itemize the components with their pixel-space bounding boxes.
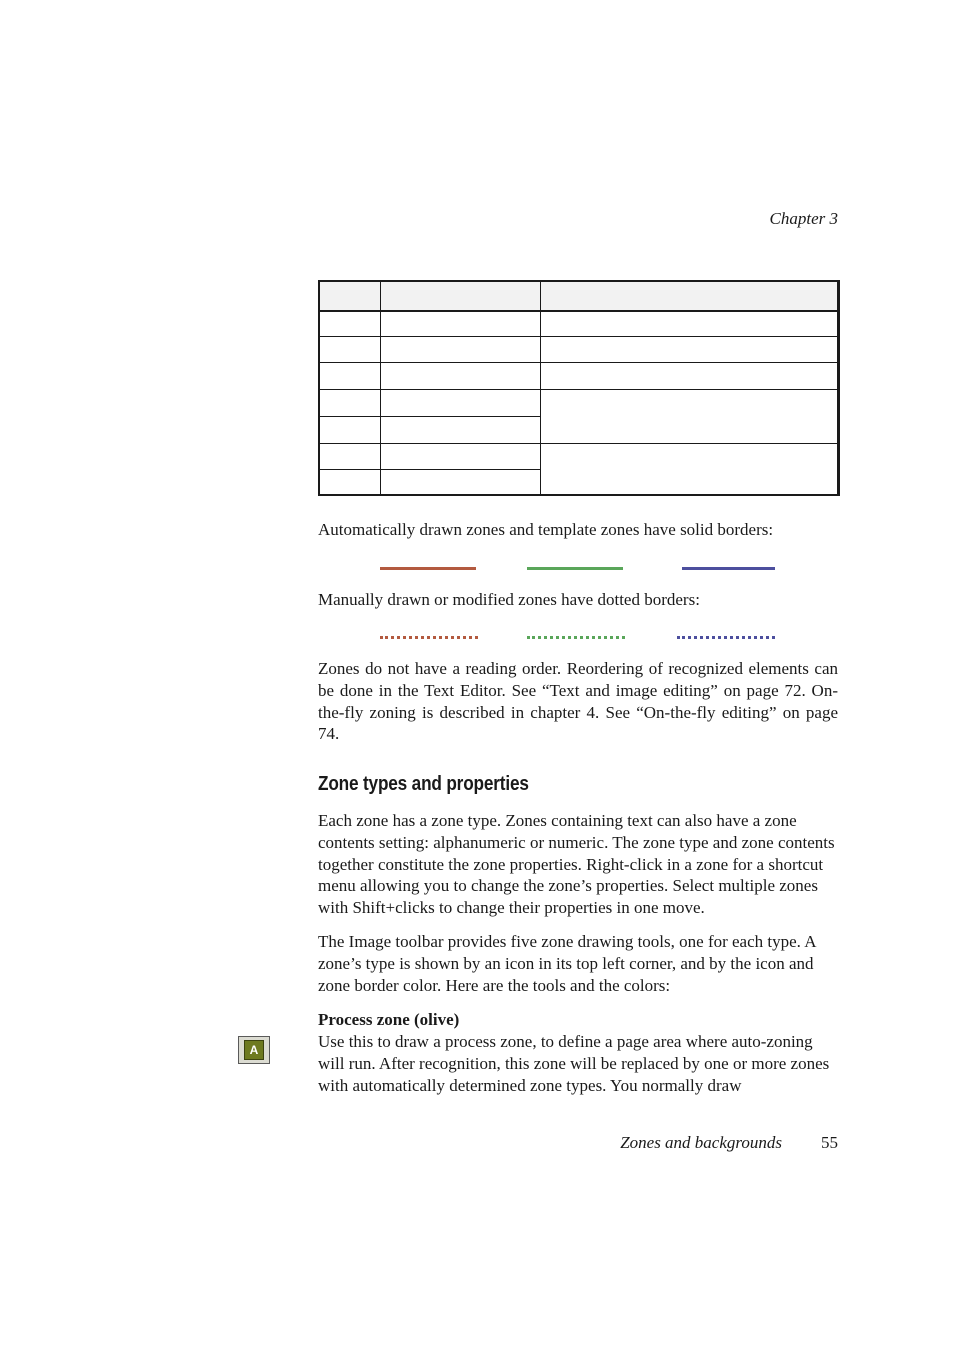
dotted-border-sample-red xyxy=(380,636,478,639)
solid-border-sample-red xyxy=(380,567,476,570)
table-row xyxy=(319,363,840,390)
letter-a-icon: A xyxy=(244,1040,264,1060)
process-zone-title: Process zone (olive) xyxy=(318,1010,460,1029)
zone-color-table xyxy=(318,280,840,496)
footer-chapter-title: Zones and backgrounds xyxy=(620,1133,782,1152)
reading-order-paragraph: Zones do not have a reading order. Reordering of recognized elements can be done in the Text Editor. See “Text and image editing” on page 72. On-the-fly zoning is described in chapter 4. See “On-the-fly editing” on page 74. xyxy=(318,659,838,744)
table-row xyxy=(319,337,840,363)
toolbar-paragraph: The Image toolbar provides five zone drawing tools, one for each type. A zone’s type is shown by an icon in its top left corner, and by the icon and zone border color. Here are the tools and the colors: xyxy=(318,932,816,995)
process-zone-description: Use this to draw a process zone, to define a page area where auto-zoning will run. After recognition, this zone will be replaced by one or more zones with automatically determined zone types. You normally draw xyxy=(318,1032,830,1095)
table-row xyxy=(319,311,840,337)
dotted-border-sample-blue xyxy=(677,636,775,639)
dotted-border-sample-green xyxy=(527,636,625,639)
table-row xyxy=(319,443,840,469)
dotted-borders-paragraph: Manually drawn or modified zones have dotted borders: xyxy=(318,590,700,609)
solid-border-sample-green xyxy=(527,567,623,570)
solid-border-sample-blue xyxy=(682,567,775,570)
chapter-label: Chapter 3 xyxy=(769,209,838,228)
solid-borders-paragraph: Automatically drawn zones and template zones have solid borders: xyxy=(318,520,774,539)
page-number: 55 xyxy=(821,1133,838,1152)
section-heading: Zone types and properties xyxy=(318,773,529,795)
table-header-row xyxy=(319,281,840,311)
table-row xyxy=(319,390,840,416)
zone-type-paragraph: Each zone has a zone type. Zones containing text can also have a zone contents setting: alphanumeric or numeric. The zone type and zone contents together constitute the zone properties. Right-click in a zone for a shortcut menu allowing you to change the zone’s properties. Select multiple zones with Shift+clicks to change their properties in one move. xyxy=(318,811,835,918)
process-zone-tool-icon xyxy=(238,1036,270,1064)
